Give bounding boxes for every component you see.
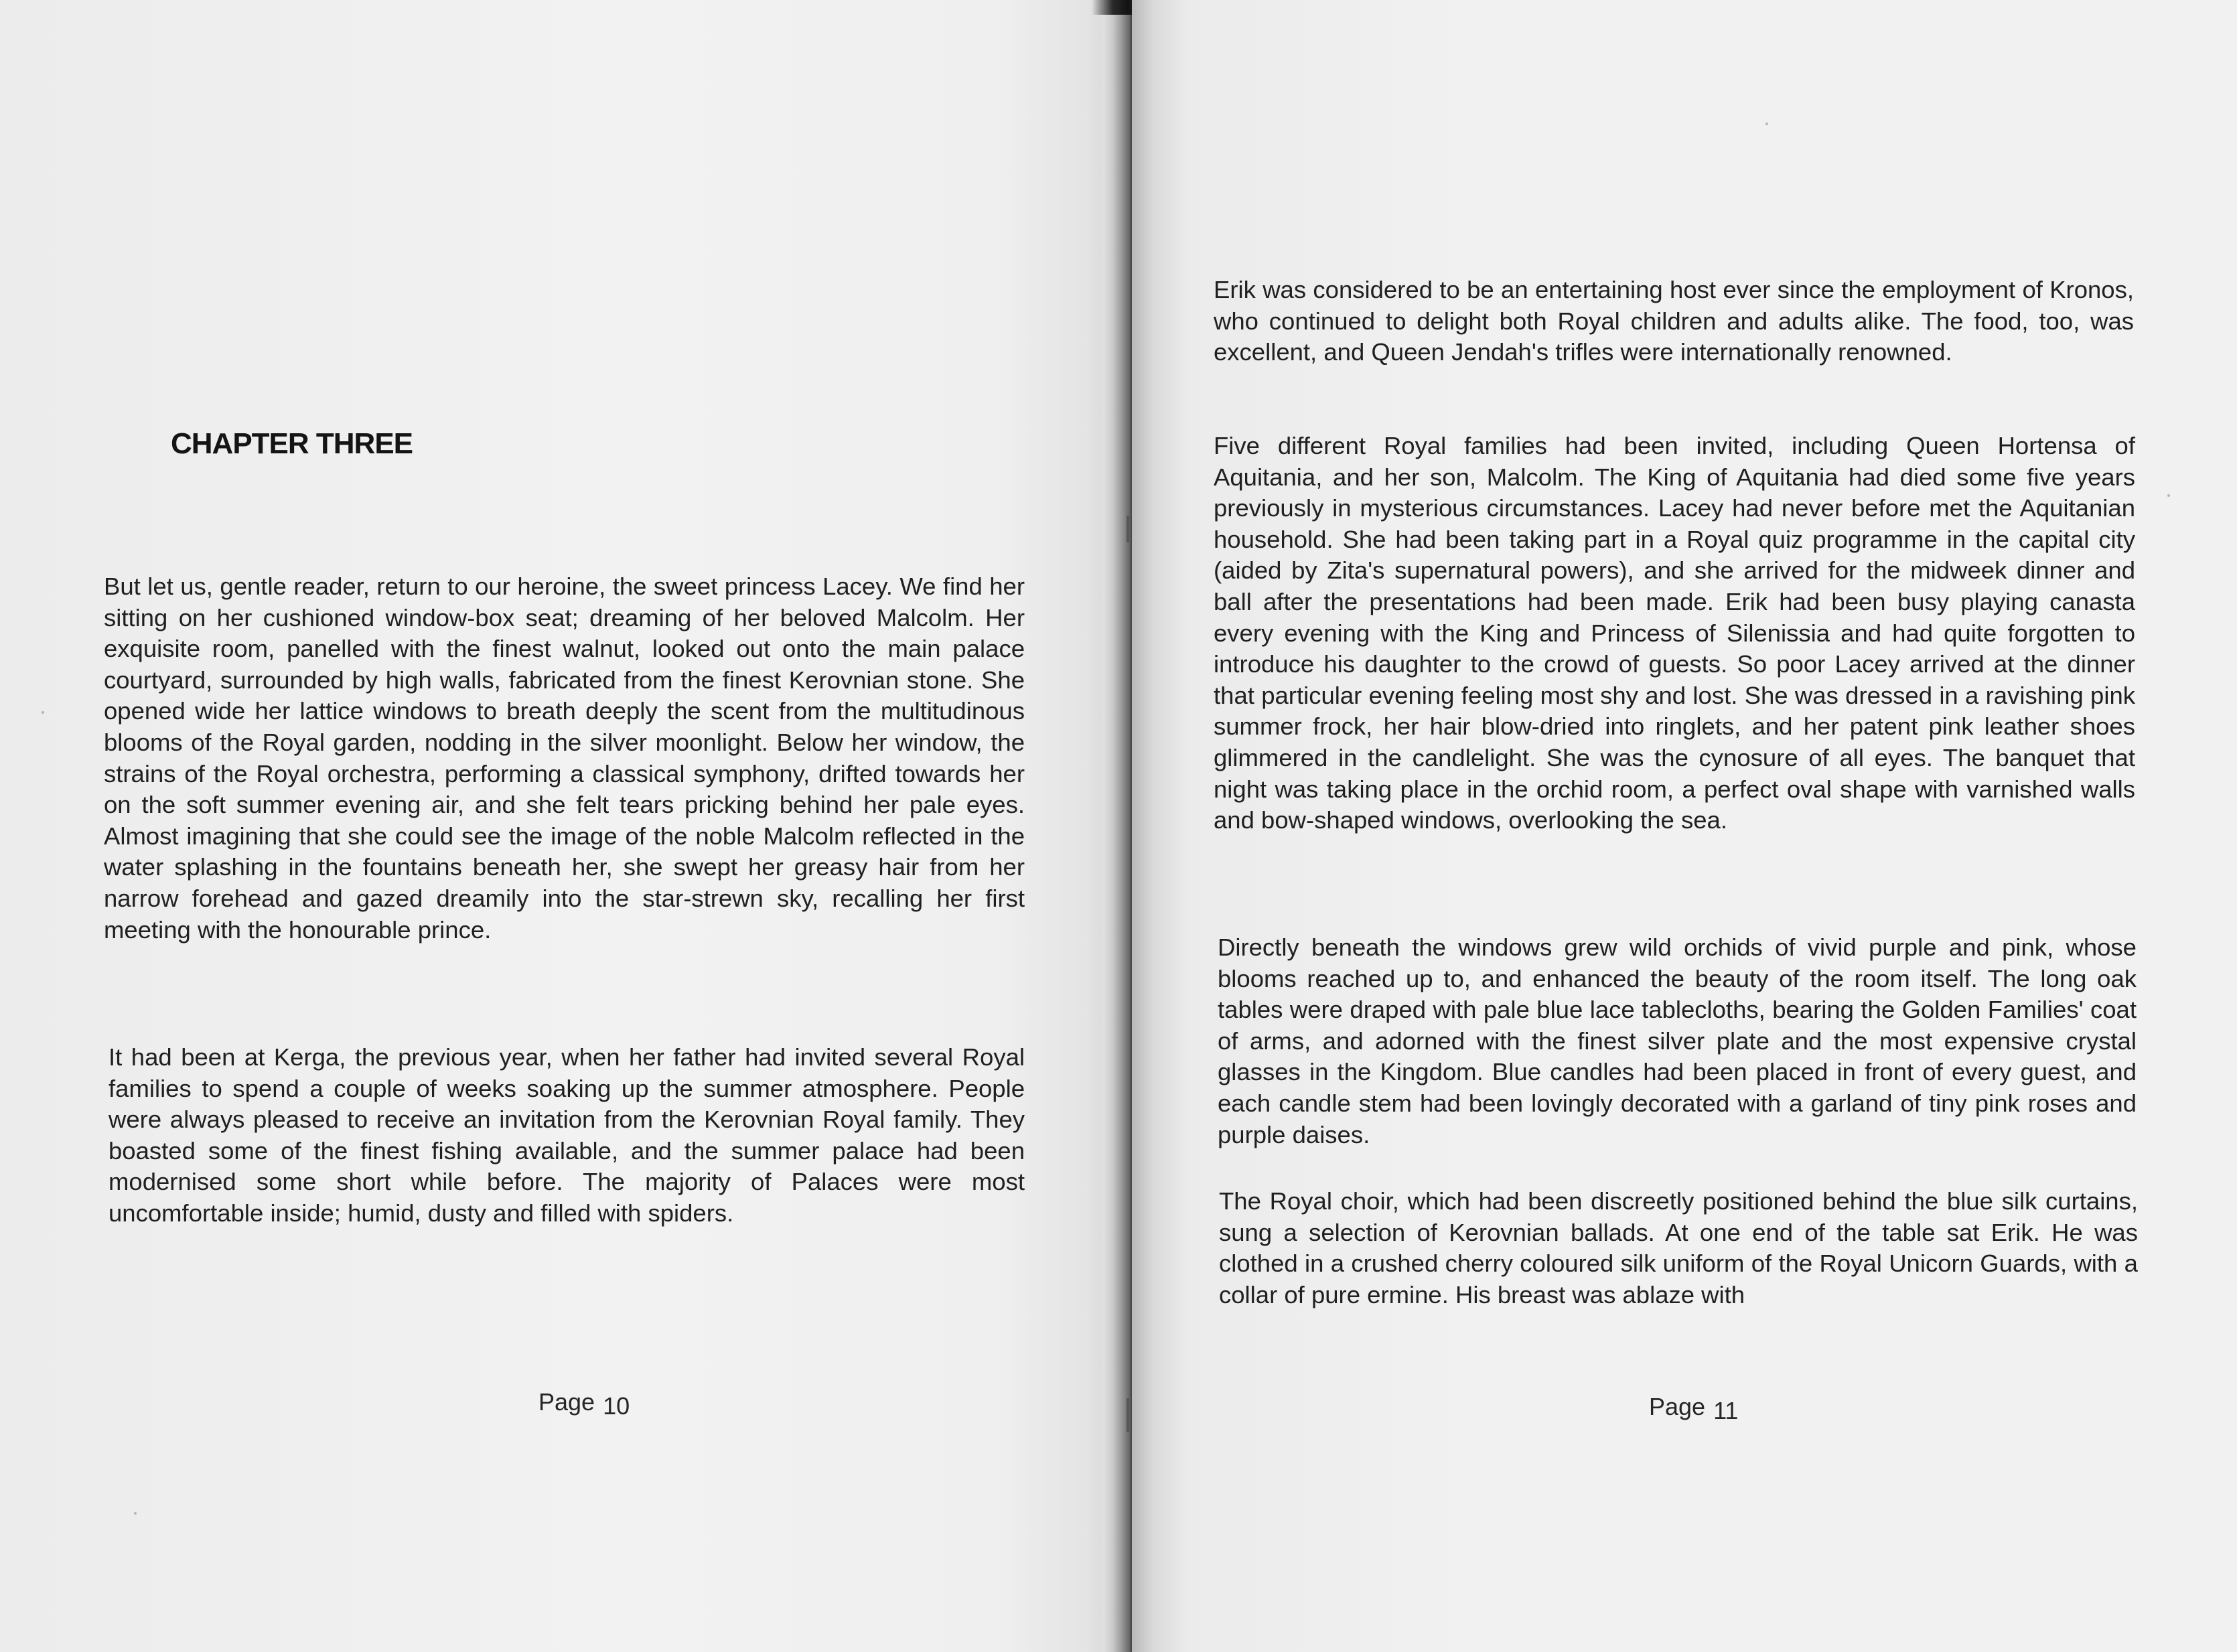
paragraph: It had been at Kerga, the previous year, when her father had invited several Royal families to spend a couple of weeks soaking up the summer atmosphere. People were always pleased to receive an invitation from the Kerovnian Royal family. They boasted some of the finest fishing available, and the summer palace had been modernised some short while before. The majority of Palaces were most uncomfortable inside; humid, dusty and filled with spiders. [109, 1043, 1025, 1227]
spine-crease-mark [1127, 1398, 1129, 1432]
paragraph: The Royal choir, which had been discreetly positioned behind the blue silk curtains, sung a selection of Kerovnian ballads. At one end of the table sat Erik. He was clothed in a crushed cherry coloured silk uniform of the Royal Unicorn Guards, with a collar of pure ermine. His breast was ablaze with [1219, 1187, 2138, 1308]
chapter-title: CHAPTER THREE [171, 427, 413, 460]
paper-speck [134, 1512, 137, 1515]
paragraph: Five different Royal families had been invited, including Queen Hortensa of Aquitania, and her son, Malcolm. The King of Aquitania had died some five years previously in mysterious circumstances. Lacey had never before met the Aquitanian household. She had been taking part in a Royal quiz programme in the capital city (aided by Zita's supernatural powers), and she arrived for the midweek dinner and ball after the presentations had been made. Erik had been busy playing canasta every evening with the King and Princess of Silenissia and had quite forgotten to introduce his daughter to the crowd of guests. So poor Lacey arrived at the dinner that particular evening feeling most shy and lost. She was dressed in a ravishing pink summer frock, her hair blow-dried into ringlets, and her patent pink leather shoes glimmered in the candlelight. She was the cynosure of all eyes. The banquet that night was taking place in the orchid room, a perfect oval shape with varnished walls and bow-shaped windows, overlooking the sea. [1214, 432, 2135, 834]
paper-speck [42, 711, 44, 714]
page-number-value: 11 [1713, 1397, 1739, 1424]
page-number-value: 10 [603, 1392, 630, 1420]
page-label: Page [538, 1388, 595, 1416]
paper-speck [1765, 123, 1768, 125]
paragraph: But let us, gentle reader, return to our heroine, the sweet princess Lacey. We find her sitting on her cushioned window-box seat; dreaming of her beloved Malcolm. Her exquisite room, panelled with the finest walnut, looked out onto the main palace courtyard, surrounded by high walls, fabricated from the finest Kerovnian stone. She opened wide her lattice windows to breath deeply the scent from the multitudinous blooms of the Royal garden, nodding in the silver moonlight. Below her window, the strains of the Royal orchestra, performing a classical symphony, drifted towards her on the soft summer evening air, and she felt tears pricking behind her pale eyes. Almost imagining that she could see the image of the noble Malcolm reflected in the water splashing in the fountains beneath her, she swept her greasy hair from her narrow forehead and gazed dreamily into the star-strewn sky, recalling her first meeting with the honourable prince. [104, 573, 1025, 944]
paragraph: Erik was considered to be an entertaining host ever since the employment of Kronos, who continued to delight both Royal children and adults alike. The food, too, was excellent, and Queen Jendah's trifles were internationally renowned. [1214, 276, 2134, 366]
spine-crease-mark [1127, 516, 1129, 542]
paragraph: Directly beneath the windows grew wild orchids of vivid purple and pink, whose blooms reached up to, and enhanced the beauty of the room itself. The long oak tables were draped with pale blue lace tablecloths, bearing the Golden Families' coat of arms, and adorned with the finest silver plate and the most expensive crystal glasses in the Kingdom. Blue candles had been placed in front of every guest, and each candle stem had been lovingly decorated with a garland of tiny pink roses and purple daises. [1218, 933, 2137, 1148]
page-label: Page [1649, 1393, 1706, 1420]
page-number-left [538, 1388, 630, 1420]
paper-speck [2167, 494, 2170, 497]
page-number-right [1649, 1393, 1739, 1424]
